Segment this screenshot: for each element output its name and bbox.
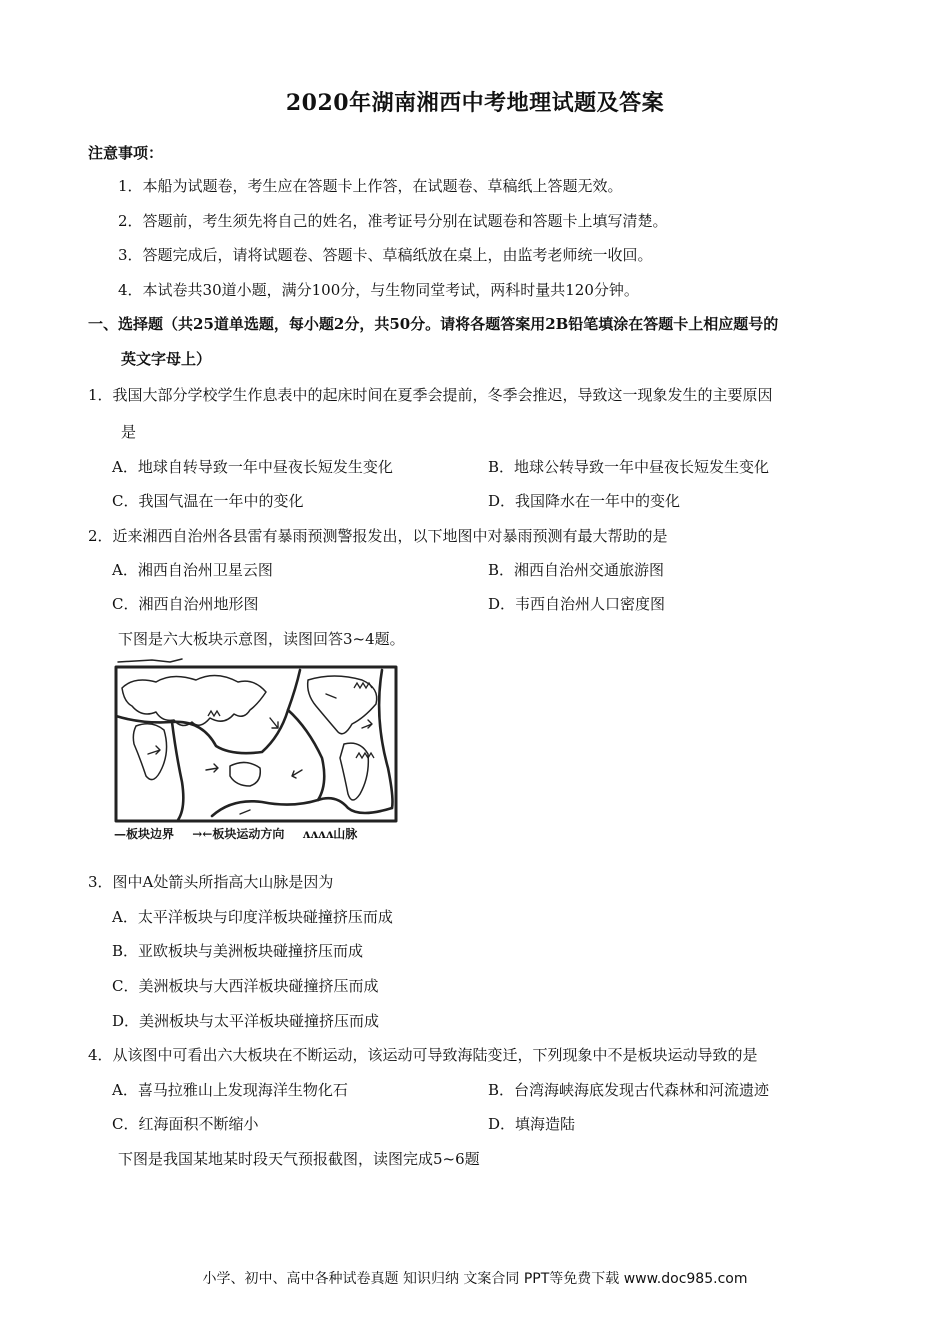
questions-3-4-intro: 下图是六大板块示意图，读图回答3~4题。 — [118, 630, 405, 648]
question-4-option-d: D．填海造陆 — [488, 1115, 576, 1133]
question-3-option-a: A．太平洋板块与印度洋板块碰撞挤压而成 — [112, 908, 393, 926]
notice-heading: 注意事项： — [88, 144, 164, 162]
question-3-option-b: B．亚欧板块与美洲板块碰撞挤压而成 — [112, 942, 364, 960]
question-2-option-a: A．湘西自治州卫星云图 — [112, 561, 273, 579]
question-1-stem-continued: 是 — [121, 423, 137, 441]
question-1-option-b: B．地球公转导致一年中昼夜长短发生变化 — [488, 458, 770, 476]
page-title: 2020年湖南湘西中考地理试题及答案 — [285, 90, 665, 116]
legend-plate-boundary: —板块边界 — [114, 827, 175, 841]
notice-item: 3．答题完成后，请将试题卷、答题卡、草稿纸放在桌上，由监考老师统一收回。 — [118, 246, 653, 264]
section-heading-continued: 英文字母上） — [121, 350, 212, 368]
notice-item: 4．本试卷共30道小题，满分100分，与生物同堂考试，两科时量共120分钟。 — [118, 281, 639, 299]
question-1-option-a: A．地球自转导致一年中昼夜长短发生变化 — [112, 458, 393, 476]
question-1-option-c: C．我国气温在一年中的变化 — [112, 492, 304, 510]
tectonic-plates-map — [112, 658, 402, 846]
page-footer: 小学、初中、高中各种试卷真题 知识归纳 文案合同 PPT等免费下载 www.doc985.com — [202, 1271, 748, 1287]
legend-plate-motion: →←板块运动方向 — [192, 827, 285, 841]
question-2-option-c: C．湘西自治州地形图 — [112, 595, 259, 613]
question-3-option-c: C．美洲板块与大西洋板块碰撞挤压而成 — [112, 977, 379, 995]
notice-item: 1．本船为试题卷，考生应在答题卡上作答，在试题卷、草稿纸上答题无效。 — [118, 177, 623, 195]
section-heading: 一、选择题（共25道单选题，每小题2分，共50分。请将各题答案用2B铅笔填涂在答题卡上相应题号的 — [88, 315, 779, 333]
question-3-option-d: D．美洲板块与太平洋板块碰撞挤压而成 — [112, 1012, 380, 1030]
question-4-option-c: C．红海面积不断缩小 — [112, 1115, 259, 1133]
question-2-option-d: D．韦西自治州人口密度图 — [488, 595, 666, 613]
question-1-option-d: D．我国降水在一年中的变化 — [488, 492, 681, 510]
questions-5-6-intro: 下图是我国某地某时段天气预报截图，读图完成5~6题 — [118, 1150, 480, 1168]
question-3-stem: 3．图中A处箭头所指高大山脉是因为 — [88, 873, 334, 891]
question-1-stem: 1．我国大部分学校学生作息表中的起床时间在夏季会提前，冬季会推迟，导致这一现象发生的主要原因 — [88, 386, 773, 404]
question-2-stem: 2．近来湘西自治州各县雷有暴雨预测警报发出，以下地图中对暴雨预测有最大帮助的是 — [88, 527, 668, 545]
notice-item: 2．答题前，考生须先将自己的姓名，准考证号分别在试题卷和答题卡上填写清楚。 — [118, 212, 668, 230]
map-legend — [114, 825, 371, 842]
question-4-stem: 4．从该图中可看出六大板块在不断运动，该运动可导致海陆变迁，下列现象中不是板块运动导致的是 — [88, 1046, 758, 1064]
legend-mountain: ᴧᴧᴧᴧ山脉 — [302, 827, 358, 841]
question-4-option-b: B．台湾海峡海底发现古代森林和河流遗迹 — [488, 1081, 770, 1099]
question-4-option-a: A．喜马拉雅山上发现海洋生物化石 — [112, 1081, 348, 1099]
question-2-option-b: B．湘西自治州交通旅游图 — [488, 561, 665, 579]
